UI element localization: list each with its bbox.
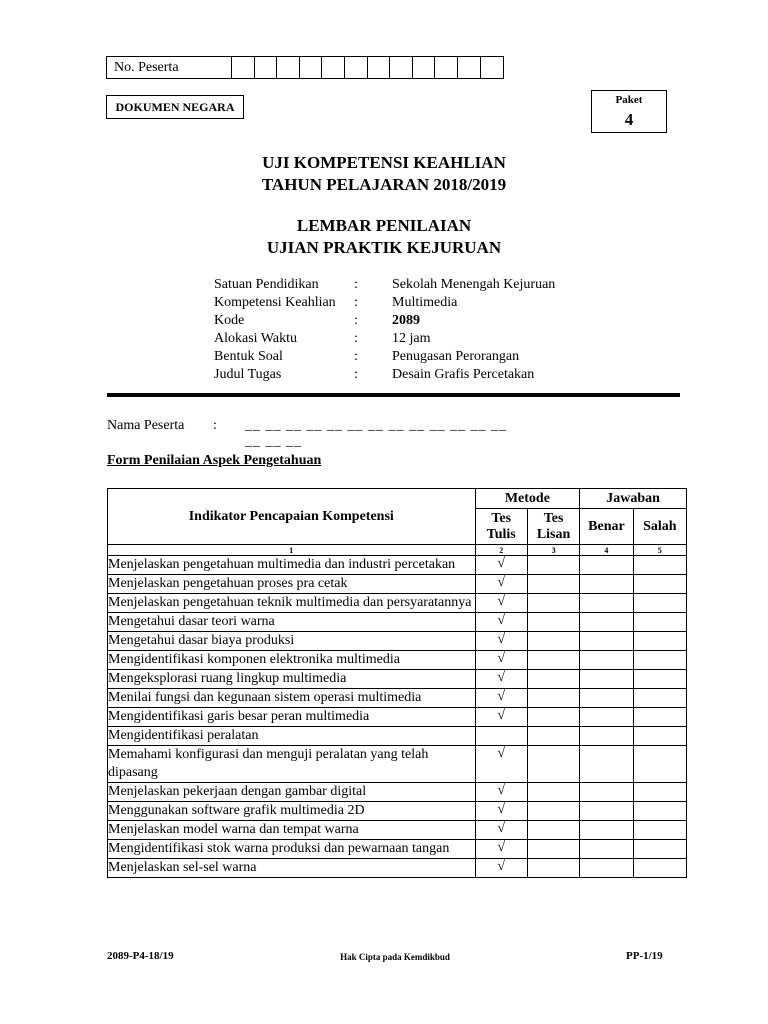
indicator-cell: Menggunakan software grafik multimedia 2D bbox=[108, 802, 476, 821]
no-peserta-label: No. Peserta bbox=[107, 57, 232, 78]
benar-cell bbox=[580, 802, 633, 821]
indicator-cell: Menjelaskan model warna dan tempat warna bbox=[108, 821, 476, 840]
table-row bbox=[108, 632, 687, 651]
tes-tulis-cell: √ bbox=[475, 556, 527, 575]
info-colon: : bbox=[354, 349, 358, 364]
form-title: Form Penilaian Aspek Pengetahuan bbox=[107, 453, 322, 468]
salah-cell bbox=[633, 594, 686, 613]
table-row bbox=[108, 859, 687, 878]
benar-header: Benar bbox=[580, 509, 633, 545]
footer-page: PP-1/19 bbox=[626, 950, 663, 962]
salah-cell bbox=[633, 575, 686, 594]
indicator-cell: Menjelaskan pekerjaan dengan gambar digital bbox=[108, 783, 476, 802]
tes-lisan-cell bbox=[527, 575, 579, 594]
title-line-2: TAHUN PELAJARAN 2018/2019 bbox=[261, 175, 507, 194]
benar-cell bbox=[580, 783, 633, 802]
tes-tulis-cell: √ bbox=[475, 594, 527, 613]
tes-lisan-cell bbox=[527, 651, 579, 670]
indicator-cell: Menjelaskan pengetahuan multimedia dan industri percetakan bbox=[108, 556, 476, 575]
jawaban-header: Jawaban bbox=[580, 489, 687, 509]
tes-lisan-cell bbox=[527, 840, 579, 859]
footer-copyright: Hak Cipta pada Kemdikbud bbox=[340, 952, 450, 962]
column-number: 5 bbox=[633, 545, 686, 556]
info-row bbox=[214, 366, 614, 384]
assessment-table bbox=[107, 488, 687, 878]
no-peserta-cell bbox=[481, 57, 504, 78]
column-number: 1 bbox=[108, 545, 476, 556]
info-row bbox=[214, 276, 614, 294]
indicator-cell: Mengidentifikasi garis besar peran multimedia bbox=[108, 708, 476, 727]
no-peserta-box bbox=[106, 56, 504, 79]
info-value: Sekolah Menengah Kejuruan bbox=[392, 277, 556, 292]
benar-cell bbox=[580, 727, 633, 746]
table-row bbox=[108, 594, 687, 613]
tes-lisan-cell bbox=[527, 727, 579, 746]
table-row bbox=[108, 840, 687, 859]
benar-cell bbox=[580, 575, 633, 594]
indicator-cell: Mengetahui dasar teori warna bbox=[108, 613, 476, 632]
info-row bbox=[214, 348, 614, 366]
tes-lisan-cell bbox=[527, 556, 579, 575]
table-row bbox=[108, 613, 687, 632]
table-row bbox=[108, 575, 687, 594]
tes-lisan-cell bbox=[527, 859, 579, 878]
info-key: Bentuk Soal bbox=[214, 349, 283, 364]
tes-tulis-cell: √ bbox=[475, 670, 527, 689]
salah-cell bbox=[633, 670, 686, 689]
info-value: 12 jam bbox=[392, 331, 431, 346]
table-row bbox=[108, 708, 687, 727]
no-peserta-cell bbox=[255, 57, 278, 78]
title-line-3: LEMBAR PENILAIAN bbox=[296, 216, 472, 235]
benar-cell bbox=[580, 859, 633, 878]
tes-lisan-cell bbox=[527, 708, 579, 727]
table-row bbox=[108, 802, 687, 821]
no-peserta-cell bbox=[458, 57, 481, 78]
tes-tulis-cell: √ bbox=[475, 613, 527, 632]
tes-lisan-cell bbox=[527, 613, 579, 632]
benar-cell bbox=[580, 632, 633, 651]
no-peserta-cell bbox=[345, 57, 368, 78]
title-line-4: UJIAN PRAKTIK KEJURUAN bbox=[266, 238, 502, 257]
tes-tulis-header: Tes Tulis bbox=[475, 509, 527, 545]
info-colon: : bbox=[354, 331, 358, 346]
tes-tulis-cell: √ bbox=[475, 840, 527, 859]
tes-lisan-cell bbox=[527, 821, 579, 840]
table-row bbox=[108, 670, 687, 689]
tes-lisan-cell bbox=[527, 783, 579, 802]
no-peserta-cell bbox=[300, 57, 323, 78]
table-row bbox=[108, 746, 687, 783]
info-value: Penugasan Perorangan bbox=[392, 349, 520, 364]
table-row bbox=[108, 651, 687, 670]
no-peserta-cell bbox=[368, 57, 391, 78]
no-peserta-cell bbox=[435, 57, 458, 78]
tes-lisan-cell bbox=[527, 802, 579, 821]
indicator-cell: Mengeksplorasi ruang lingkup multimedia bbox=[108, 670, 476, 689]
info-key: Satuan Pendidikan bbox=[214, 277, 319, 292]
table-row bbox=[108, 783, 687, 802]
salah-cell bbox=[633, 613, 686, 632]
nama-peserta-blank: __ __ __ __ __ __ __ __ __ __ __ __ __ __ __ __ bbox=[245, 418, 507, 449]
indicator-cell: Mengidentifikasi stok warna produksi dan pewarnaan tangan bbox=[108, 840, 476, 859]
indicator-cell: Menjelaskan pengetahuan teknik multimedia dan persyaratannya bbox=[108, 594, 476, 613]
tes-lisan-cell bbox=[527, 746, 579, 783]
info-colon: : bbox=[354, 277, 358, 292]
info-value: Desain Grafis Percetakan bbox=[392, 367, 535, 382]
info-colon: : bbox=[354, 367, 358, 382]
paket-box bbox=[591, 90, 667, 133]
tes-tulis-cell: √ bbox=[475, 689, 527, 708]
tes-lisan-cell bbox=[527, 594, 579, 613]
benar-cell bbox=[580, 613, 633, 632]
tes-tulis-cell: √ bbox=[475, 632, 527, 651]
title-line-1: UJI KOMPETENSI KEAHLIAN bbox=[262, 153, 506, 172]
table-row bbox=[108, 821, 687, 840]
indicator-cell: Menjelaskan sel-sel warna bbox=[108, 859, 476, 878]
indicator-cell: Mengidentifikasi peralatan bbox=[108, 727, 476, 746]
salah-cell bbox=[633, 556, 686, 575]
metode-header: Metode bbox=[475, 489, 580, 509]
paket-number: 4 bbox=[624, 110, 634, 129]
paket-label: Paket bbox=[615, 94, 643, 106]
salah-cell bbox=[633, 632, 686, 651]
benar-cell bbox=[580, 594, 633, 613]
info-key: Kode bbox=[214, 313, 245, 328]
benar-cell bbox=[580, 689, 633, 708]
tes-lisan-cell bbox=[527, 670, 579, 689]
salah-cell bbox=[633, 821, 686, 840]
indicator-cell: Memahami konfigurasi dan menguji peralatan yang telah dipasang bbox=[108, 746, 476, 783]
info-colon: : bbox=[354, 295, 358, 310]
indicator-cell: Mengetahui dasar biaya produksi bbox=[108, 632, 476, 651]
salah-cell bbox=[633, 859, 686, 878]
info-row bbox=[214, 330, 614, 348]
divider bbox=[107, 393, 680, 397]
info-value: Multimedia bbox=[392, 295, 458, 310]
tes-tulis-cell: √ bbox=[475, 746, 527, 783]
column-number: 3 bbox=[527, 545, 579, 556]
table-row bbox=[108, 556, 687, 575]
tes-tulis-cell bbox=[475, 727, 527, 746]
indicator-header: Indikator Pencapaian Kompetensi bbox=[108, 489, 476, 545]
salah-header: Salah bbox=[633, 509, 686, 545]
tes-tulis-cell: √ bbox=[475, 859, 527, 878]
benar-cell bbox=[580, 708, 633, 727]
indicator-cell: Menilai fungsi dan kegunaan sistem operasi multimedia bbox=[108, 689, 476, 708]
tes-tulis-cell: √ bbox=[475, 708, 527, 727]
info-colon: : bbox=[354, 313, 358, 328]
dokumen-negara-label: DOKUMEN NEGARA bbox=[106, 95, 244, 119]
tes-lisan-cell bbox=[527, 689, 579, 708]
column-number: 4 bbox=[580, 545, 633, 556]
exam-info bbox=[214, 276, 614, 384]
no-peserta-cell bbox=[322, 57, 345, 78]
benar-cell bbox=[580, 821, 633, 840]
nama-peserta-colon: : bbox=[213, 418, 217, 433]
info-value: 2089 bbox=[392, 313, 420, 328]
info-key: Alokasi Waktu bbox=[214, 331, 297, 346]
benar-cell bbox=[580, 840, 633, 859]
tes-tulis-cell: √ bbox=[475, 783, 527, 802]
benar-cell bbox=[580, 746, 633, 783]
tes-tulis-cell: √ bbox=[475, 821, 527, 840]
salah-cell bbox=[633, 746, 686, 783]
indicator-cell: Mengidentifikasi komponen elektronika multimedia bbox=[108, 651, 476, 670]
salah-cell bbox=[633, 689, 686, 708]
table-row bbox=[108, 727, 687, 746]
salah-cell bbox=[633, 840, 686, 859]
no-peserta-cell bbox=[390, 57, 413, 78]
table-row bbox=[108, 689, 687, 708]
tes-tulis-cell: √ bbox=[475, 651, 527, 670]
salah-cell bbox=[633, 727, 686, 746]
nama-peserta-label: Nama Peserta bbox=[107, 418, 185, 433]
salah-cell bbox=[633, 708, 686, 727]
tes-lisan-cell bbox=[527, 632, 579, 651]
info-key: Judul Tugas bbox=[214, 367, 282, 382]
benar-cell bbox=[580, 651, 633, 670]
tes-tulis-cell: √ bbox=[475, 802, 527, 821]
benar-cell bbox=[580, 670, 633, 689]
salah-cell bbox=[633, 783, 686, 802]
info-row bbox=[214, 294, 614, 312]
no-peserta-cell bbox=[232, 57, 255, 78]
nama-peserta-row bbox=[107, 418, 527, 449]
tes-lisan-header: Tes Lisan bbox=[527, 509, 579, 545]
salah-cell bbox=[633, 651, 686, 670]
indicator-cell: Menjelaskan pengetahuan proses pra cetak bbox=[108, 575, 476, 594]
no-peserta-cell bbox=[413, 57, 436, 78]
no-peserta-cell bbox=[277, 57, 300, 78]
info-key: Kompetensi Keahlian bbox=[214, 295, 336, 310]
salah-cell bbox=[633, 802, 686, 821]
benar-cell bbox=[580, 556, 633, 575]
tes-tulis-cell: √ bbox=[475, 575, 527, 594]
info-row bbox=[214, 312, 614, 330]
footer-code: 2089-P4-18/19 bbox=[107, 950, 174, 962]
column-number: 2 bbox=[475, 545, 527, 556]
